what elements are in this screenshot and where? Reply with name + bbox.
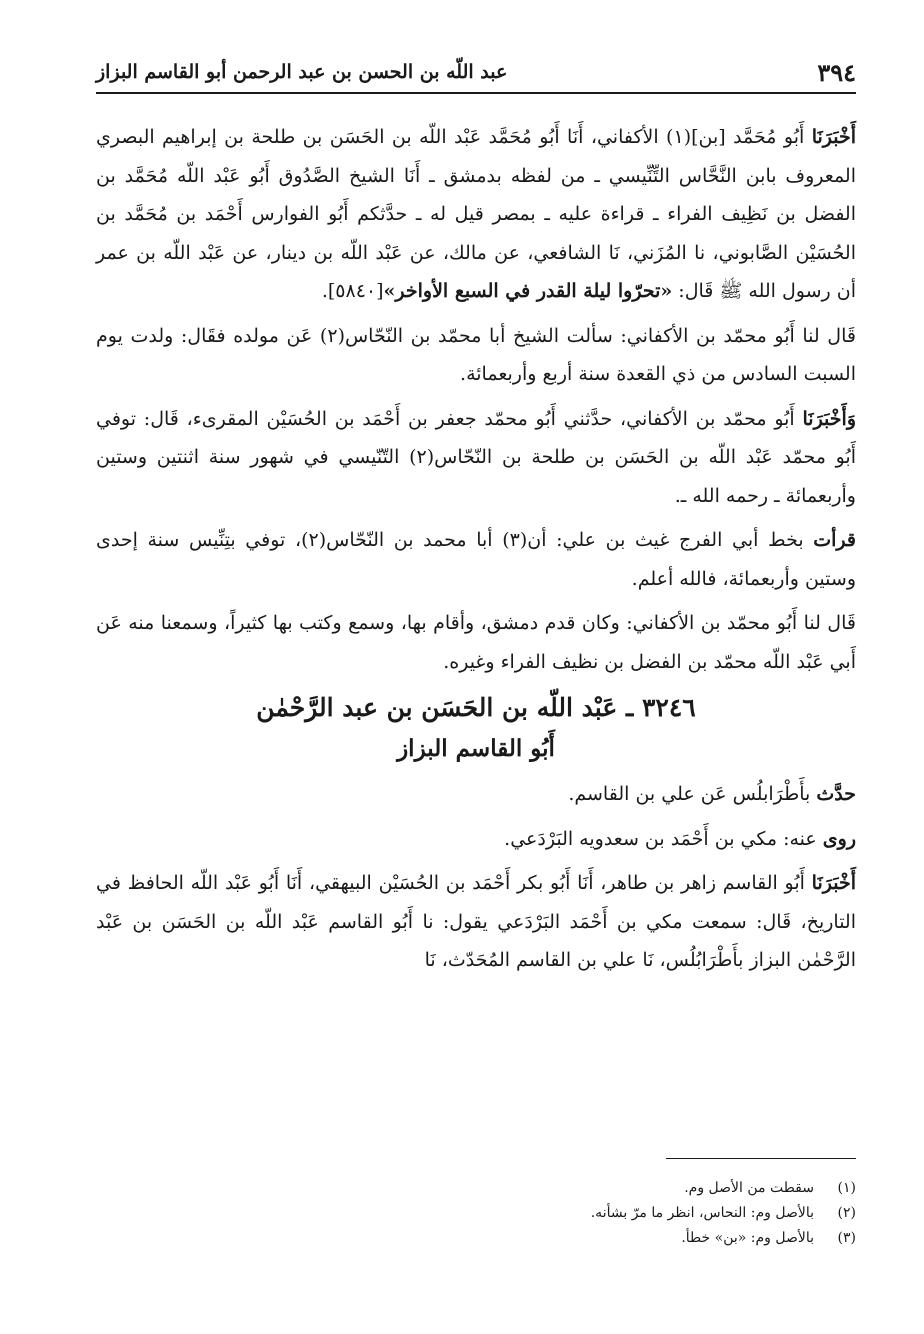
handwriting-report-paragraph — [96, 521, 856, 598]
narrator-paragraph — [96, 820, 856, 859]
paragraph-text: أَبُو مُحَمَّد [بن](١) الأكفاني، أَنَا أَبُو مُحَمَّد عَبْد اللّه بن الحَسَن بن طلحة بن إبراهيم البصري المعروف بابن النَّحَّاس التِّنِّيسي ـ من لفظه بدمشق ـ أَنَا الشيخ الصَّدُوق أَبُو عَبْد اللّه مُحَمَّد بن الفضل بن نَظِيف الفراء ـ قراءة عليه ـ بمصر قيل له ـ حدَّثكم أَبُو الفوارس أَحْمَد بن مُحَمَّد بن الحُسَيْن الصَّابوني، نا المُزَني، نَا الشافعي، عن مالك، عن عَبْد اللّه بن دينار، عن عَبْد اللّه بن عمر أن رسول الله ﷺ قَال: — [96, 126, 856, 302]
footnote-marker: (١) — [837, 1180, 856, 1196]
paragraph-text: أَبُو محمّد بن الأكفاني، حدَّثني أَبُو محمّد جعفر بن أَحْمَد بن الحُسَيْن المقرىء، قَال: توفي أَبُو محمّد عَبْد اللّه بن الحَسَن بن طلحة بن النّحّاس(٢) التّنّيسي في شهور سنة اثنتين وستين وأربعمائة ـ رحمه الله ـ. — [96, 407, 856, 507]
footnote-divider — [666, 1158, 856, 1159]
footnote — [96, 1226, 856, 1251]
footnote-text: بالأصل وم: النحاس، انظر ما مرّ بشأنه. — [590, 1205, 814, 1221]
running-title: عبد اللّه بن الحسن بن عبد الرحمن أبو القاسم البزاز — [96, 61, 508, 83]
footnotes — [96, 1176, 856, 1251]
hadith-number: [٥٨٤٠]. — [321, 280, 384, 302]
entry-heading: ٣٢٤٦ ـ عَبْد اللّه بن الحَسَن بن عبد الرَّحْمٰن — [256, 693, 696, 722]
paragraph-text: بأَطْرَابلُس عَن علي بن القاسم. — [568, 783, 817, 805]
footnote — [96, 1176, 856, 1201]
hadith-paragraph — [96, 118, 856, 311]
footnote-text: سقطت من الأصل وم. — [684, 1180, 814, 1196]
paragraph-text: أَبُو القاسم زاهر بن طاهر، أَنَا أَبُو بكر أَحْمَد بن الحُسَيْن البيهقي، أَنَا أَبُو عَبْد اللّه الحافظ في التاريخ، قَال: سمعت مكي بن أَحْمَد البَرْدَعي يقول: نا أَبُو القاسم عَبْد اللّه بن الحَسَن بن عَبْد الرَّحْمٰن البزاز بأَطْرَابُلُس، نَا علي بن القاسم المُحَدّث، نَا — [96, 872, 856, 971]
chain-paragraph — [96, 864, 856, 980]
footnote-marker: (٢) — [837, 1205, 856, 1221]
paragraph-lead-word: أَخْبَرَنَا — [811, 126, 857, 148]
main-text — [96, 118, 856, 986]
page-number: ٣٩٤ — [817, 57, 856, 87]
paragraph-lead-word: روى — [822, 827, 856, 850]
residence-report-paragraph: قَال لنا أَبُو محمّد بن الأكفاني: وكان قدم دمشق، وأقام بها، وسمع وكتب بها كثيراً، وسمعنا منه عَن أَبي عَبْد اللّه محمّد بن الفضل بن نظيف الفراء وغيره. — [96, 612, 856, 673]
paragraph-lead-word: وَأَخْبَرَنَا — [802, 407, 856, 430]
hadith-quote: «تحرّوا ليلة القدر في السبع الأواخر» — [383, 280, 673, 302]
paragraph-lead-word: أَخْبَرَنَا — [811, 872, 856, 894]
page-header — [96, 52, 856, 94]
footnote-marker: (٣) — [837, 1230, 856, 1246]
paragraph-text: عنه: مكي بن أَحْمَد بن سعدويه البَرْدَعي. — [504, 827, 823, 850]
paragraph-lead-word: حدَّث — [816, 783, 856, 805]
footnote-text: بالأصل وم: «بن» خطأ. — [681, 1230, 814, 1246]
footnote — [96, 1201, 856, 1226]
death-report-paragraph — [96, 400, 856, 516]
birth-report-paragraph: قَال لنا أَبُو محمّد بن الأكفاني: سألت الشيخ أبا محمّد بن النّحّاس(٢) عَن مولده فقَال: ولدت يوم السبت السادس من ذي القعدة سنة أربع وأربعمائة. — [96, 324, 856, 385]
paragraph-text: بخط أبي الفرج غيث بن علي: أن(٣) أبا محمد بن النّحّاس(٢)، توفي بتِنِّيس سنة إحدى وستين وأربعمائة، فالله أعلم. — [96, 529, 856, 590]
narration-paragraph — [96, 775, 856, 814]
paragraph-lead-word: قرأت — [813, 529, 856, 551]
entry-subheading: أَبُو القاسم البزاز — [397, 735, 555, 762]
